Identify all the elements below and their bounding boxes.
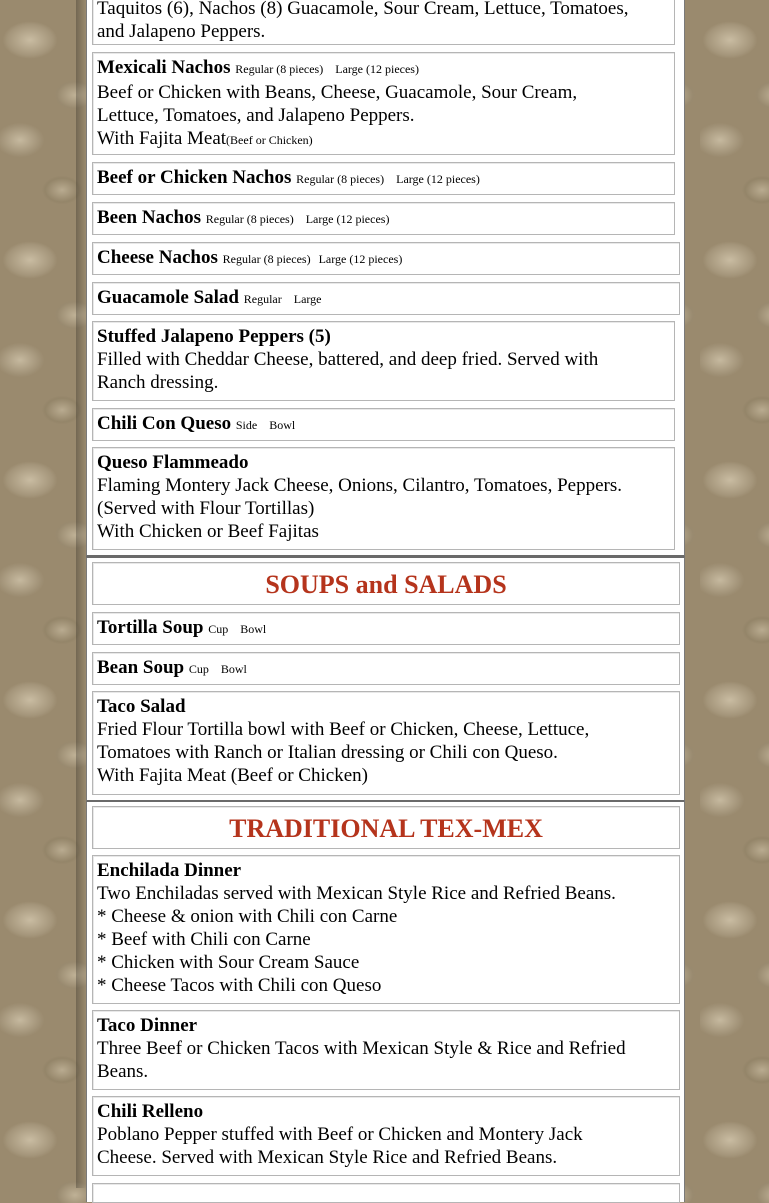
item-option: * Chicken with Sour Cream Sauce [97,952,360,973]
item-name: Enchilada Dinner [97,860,242,881]
item-description: Beef or Chicken with Beans, Cheese, Guacamole, Sour Cream, [97,82,578,103]
mexicali-nachos-item [92,52,675,155]
item-description: With Fajita Meat (Beef or Chicken) [97,765,368,786]
section-heading-box [92,562,680,605]
price-size-cup: Cup [188,662,209,676]
item-description: Taquitos (6), Nachos (8) Guacamole, Sour Cream, Lettuce, Tomatoes, [97,0,629,19]
item-name: Guacamole Salad [97,287,239,308]
item-name: Chili Con Queso [97,413,232,434]
guacamole-salad-item [92,282,680,315]
item-description: Lettuce, Tomatoes, and Jalapeno Peppers. [97,105,415,126]
item-name: Tortilla Soup [97,617,204,638]
cheese-nachos-item [92,242,680,275]
price-size-regular: Regular (8 pieces) [235,62,324,76]
been-nachos-item [92,202,675,235]
item-name: Stuffed Jalapeno Peppers (5) [97,326,331,347]
section-heading: SOUPS and SALADS [265,570,507,599]
price-size-bowl: Bowl [220,662,247,676]
price-size-regular: Regular (8 pieces) [222,252,311,266]
item-description: Two Enchiladas served with Mexican Style Rice and Refried Beans. [97,883,616,904]
section-heading-box [92,806,680,849]
item-option: * Cheese Tacos with Chili con Queso [97,975,382,996]
item-description: Fried Flour Tortilla bowl with Beef or Chicken, Cheese, Lettuce, [97,719,590,740]
chili-con-queso-item [92,408,675,441]
appetizers-panel [86,0,685,557]
item-description: Beans. [97,1061,149,1082]
item-description: With Chicken or Beef Fajitas [97,521,319,542]
next-menu-item-partial [92,1183,680,1203]
item-description: and Jalapeno Peppers. [97,21,266,42]
section-heading: TRADITIONAL TEX-MEX [229,814,543,843]
item-option: * Cheese & onion with Chili con Carne [97,906,398,927]
item-name: Beef or Chicken Nachos [97,167,292,188]
price-size-cup: Cup [208,622,229,636]
tex-mex-panel [86,801,685,1202]
item-description: (Served with Flour Tortillas) [97,498,315,519]
item-description: Poblano Pepper stuffed with Beef or Chicken and Montery Jack [97,1124,583,1145]
price-size-large: Large (12 pieces) [318,252,403,266]
beef-chicken-nachos-item [92,162,675,195]
taco-dinner-item [92,1010,680,1090]
price-size-side: Side [235,418,258,432]
soups-salads-panel [86,557,685,802]
item-name: Taco Salad [97,696,186,717]
item-description: Cheese. Served with Mexican Style Rice and Refried Beans. [97,1147,558,1168]
price-size-regular: Regular (8 pieces) [205,212,294,226]
item-name: Mexicali Nachos [97,57,231,78]
enchilada-dinner-item [92,855,680,1004]
stuffed-jalapeno-item [92,321,675,401]
taco-salad-item [92,691,680,795]
item-description: Ranch dressing. [97,372,219,393]
item-name: Cheese Nachos [97,247,218,268]
price-size-regular: Regular [243,292,282,306]
chili-relleno-item [92,1096,680,1176]
item-description: Tomatoes with Ranch or Italian dressing or Chili con Queso. [97,742,558,763]
item-name: Chili Relleno [97,1101,204,1122]
price-size-large: Large (12 pieces) [396,172,480,186]
item-description: Three Beef or Chicken Tacos with Mexican Style & Rice and Refried [97,1038,626,1059]
price-size-regular: Regular (8 pieces) [296,172,385,186]
price-size-bowl: Bowl [240,622,267,636]
item-option: * Beef with Chili con Carne [97,929,311,950]
price-size-large: Large [293,292,322,306]
tortilla-soup-item [92,612,680,645]
fajita-option-note: (Beef or Chicken) [226,133,313,147]
queso-flammeado-item [92,447,675,550]
item-name: Queso Flammeado [97,452,249,473]
bean-soup-item [92,652,680,685]
price-size-large: Large (12 pieces) [335,62,419,76]
item-description: Flaming Montery Jack Cheese, Onions, Cilantro, Tomatoes, Peppers. [97,475,622,496]
item-name: Bean Soup [97,657,185,678]
fajita-option: With Fajita Meat [97,128,227,149]
price-size-large: Large (12 pieces) [305,212,390,226]
item-description: Filled with Cheddar Cheese, battered, and deep fried. Served with [97,349,599,370]
taquitos-item-tail [92,0,675,45]
item-name: Been Nachos [97,207,201,228]
stone-wall-left-edge [76,0,86,1188]
price-size-bowl: Bowl [269,418,296,432]
item-name: Taco Dinner [97,1015,198,1036]
